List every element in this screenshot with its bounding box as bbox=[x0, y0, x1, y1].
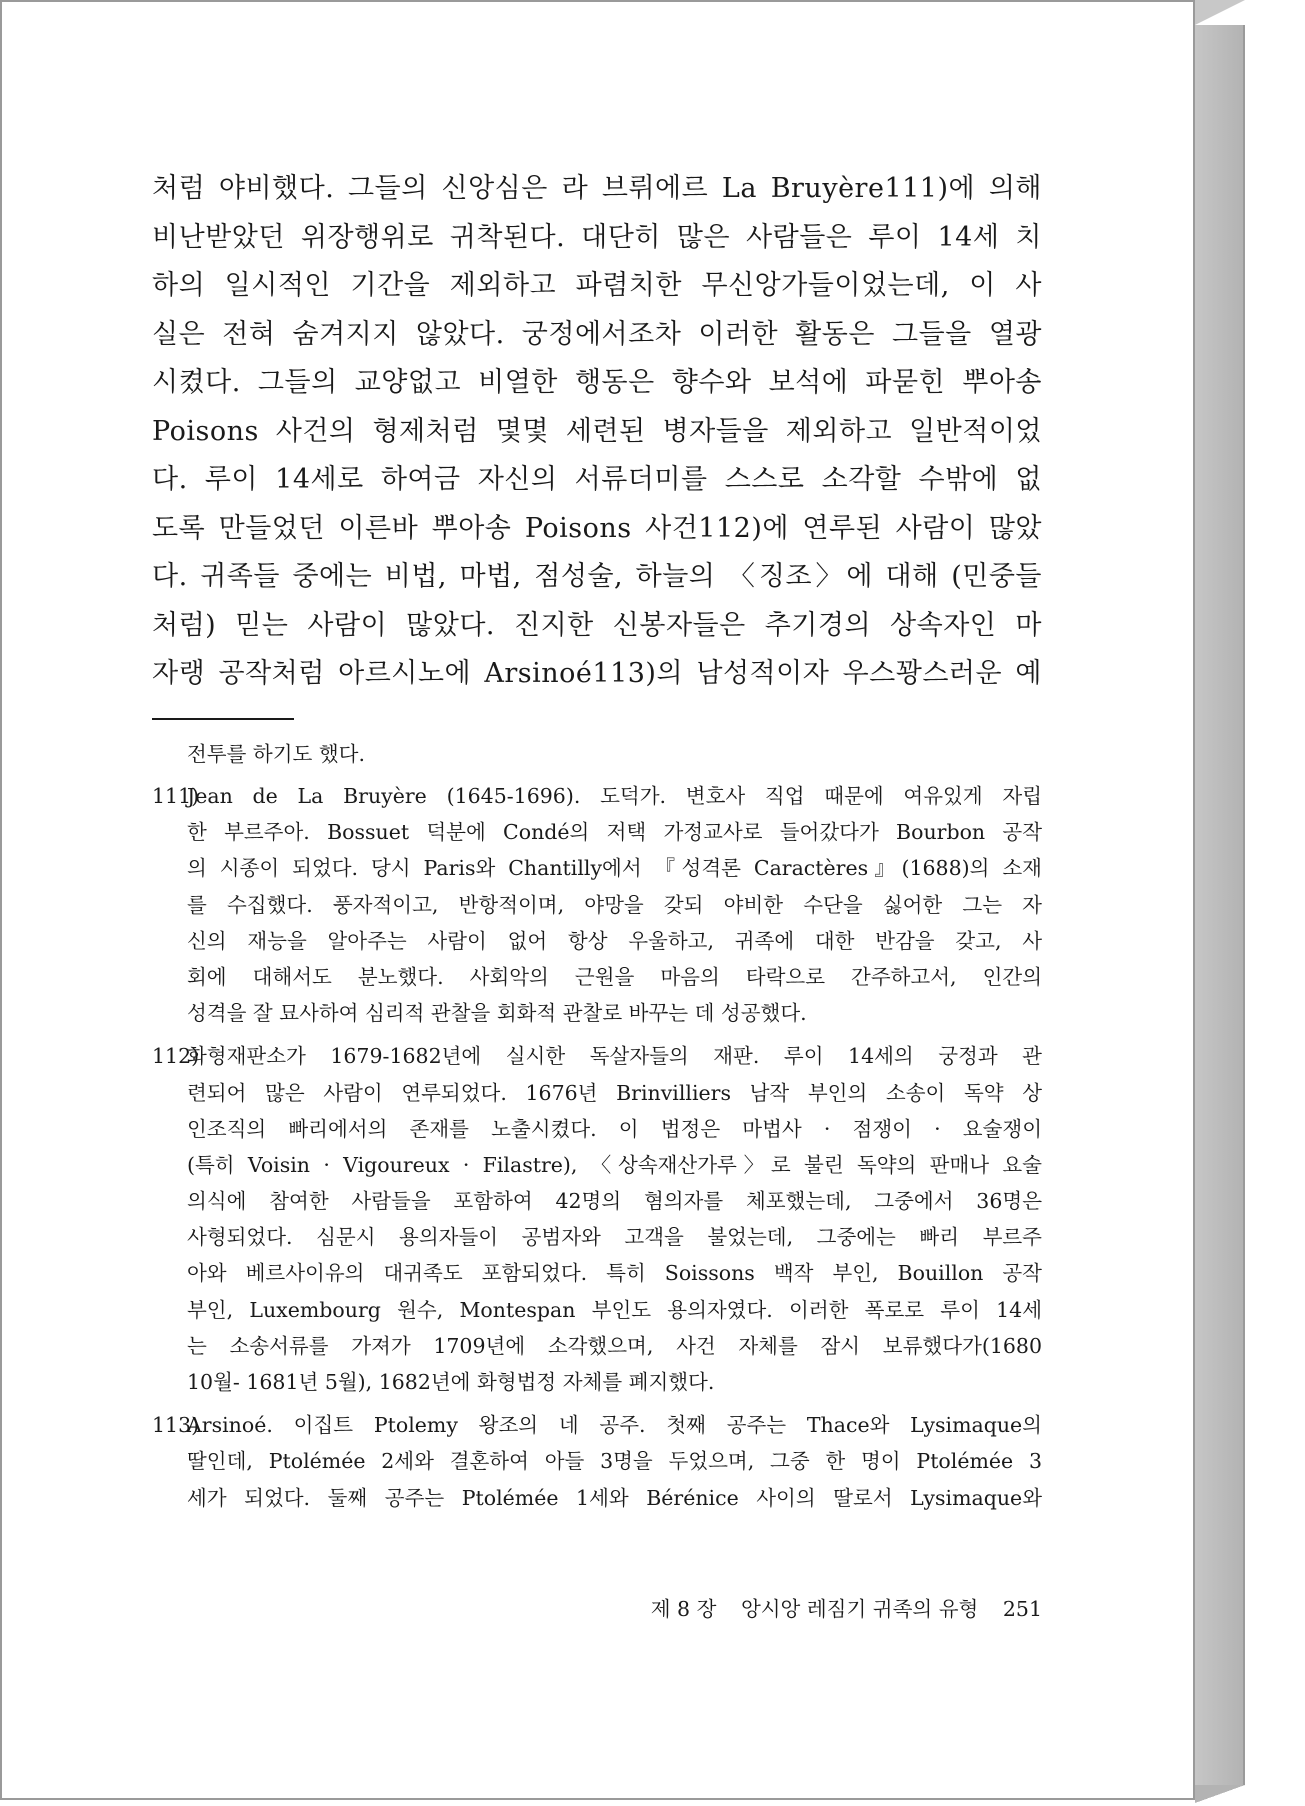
footnote-line: 의식에 참여한 사람들을 포함하여 42명의 혐의자를 체포했는데, 그중에서 36명은 bbox=[187, 1189, 1042, 1214]
footnote-line: 10월- 1681년 5월), 1682년에 화형법정 자체를 폐지했다. bbox=[187, 1370, 715, 1394]
body-line: 비난받았던 위장행위로 귀착된다. 대단히 많은 사람들은 루이 14세 치 bbox=[152, 221, 1042, 253]
footnote-line bbox=[152, 1407, 1042, 1443]
footnote-line: 딸인데, Ptolémée 2세와 결혼하여 아들 3명을 두었으며, 그중 한 명이 Ptolémée 3 bbox=[187, 1449, 1042, 1474]
book-spine bbox=[1195, 25, 1245, 1785]
footnote-line: 신의 재능을 알아주는 사람이 없어 항상 우울하고, 귀족에 대한 반감을 갖고, 사 bbox=[187, 928, 1042, 953]
body-line: 시켰다. 그들의 교양없고 비열한 행동은 향수와 보석에 파묻힌 뿌아송 bbox=[152, 367, 1042, 398]
book-spine-bottom bbox=[1195, 1785, 1245, 1803]
footnote-number: 111) bbox=[152, 784, 200, 808]
body-line: 자랭 공작처럼 아르시노에 Arsinoé113)의 남성적이자 우스꽝스러운 예 bbox=[152, 658, 1042, 689]
footnote-112 bbox=[152, 1038, 1042, 1400]
footnote-111 bbox=[152, 778, 1042, 1031]
footnote-text: Jean de La Bruyère (1645-1696). 도덕가. 변호사 직업 때문에 여유있게 자립 bbox=[187, 784, 1042, 808]
body-line: 하의 일시적인 기간을 제외하고 파렴치한 무신앙가들이었는데, 이 사 bbox=[152, 270, 1042, 301]
footnote-line bbox=[152, 778, 1042, 814]
footnote-line: 련되어 많은 사람이 연루되었다. 1676년 Brinvilliers 남작 부인의 소송이 독약 상 bbox=[187, 1080, 1042, 1105]
footnote-number: 112) bbox=[152, 1044, 200, 1069]
page-number: 251 bbox=[1002, 1597, 1042, 1621]
footnote-line: (특히 Voisin · Vigoureux · Filastre), 〈상속재산가루〉로 불린 독약의 판매나 요술 bbox=[187, 1152, 1042, 1177]
footnote-line: 사형되었다. 심문시 용의자들이 공범자와 고객을 불었는데, 그중에는 빠리 부르주 bbox=[187, 1225, 1042, 1250]
footnote-divider bbox=[152, 718, 294, 720]
body-line: 다. 귀족들 중에는 비법, 마법, 점성술, 하늘의 〈징조〉에 대해 (민중들 bbox=[152, 561, 1042, 592]
main-body-text bbox=[152, 165, 1042, 699]
footnote-number: 113) bbox=[152, 1413, 200, 1438]
footnotes-section bbox=[152, 736, 1042, 1523]
body-line: 처럼) 믿는 사람이 많았다. 진지한 신봉자들은 추기경의 상속자인 마 bbox=[152, 609, 1042, 641]
running-footer bbox=[600, 1592, 1042, 1622]
footnote-continuation: 전투를 하기도 했다. bbox=[187, 742, 365, 766]
book-spine-top bbox=[1195, 0, 1245, 25]
footnote-line: 한 부르주아. Bossuet 덕분에 Condé의 저택 가정교사로 들어갔다가 Bourbon 공작 bbox=[187, 820, 1042, 845]
chapter-label: 제 8 장 bbox=[650, 1597, 717, 1621]
footnote-line: 인조직의 빠리에서의 존재를 노출시켰다. 이 법정은 마법사 · 점쟁이 · 요술쟁이 bbox=[187, 1116, 1042, 1141]
footnote-text: 화형재판소가 1679-1682년에 실시한 독살자들의 재판. 루이 14세의 궁정과 관 bbox=[187, 1044, 1042, 1069]
footnote-line: 회에 대해서도 분노했다. 사회악의 근원을 마음의 타락으로 간주하고서, 인간의 bbox=[187, 964, 1042, 989]
footnote-line: 성격을 잘 묘사하여 심리적 관찰을 회화적 관찰로 바꾸는 데 성공했다. bbox=[187, 1001, 807, 1026]
body-line: 실은 전혀 숨겨지지 않았다. 궁정에서조차 이러한 활동은 그들을 열광 bbox=[152, 318, 1042, 350]
footnote-line: 의 시종이 되었다. 당시 Paris와 Chantilly에서 『성격론 Caractères』(1688)의 소재 bbox=[187, 856, 1042, 881]
body-line: Poisons 사건의 형제처럼 몇몇 세련된 병자들을 제외하고 일반적이었 bbox=[152, 415, 1042, 447]
footnote-text: Arsinoé. 이집트 Ptolemy 왕조의 네 공주. 첫째 공주는 Thace와 Lysimaque의 bbox=[187, 1413, 1042, 1438]
footnote-line: 세가 되었다. 둘째 공주는 Ptolémée 1세와 Bérénice 사이의 딸로서 Lysimaque와 bbox=[187, 1485, 1042, 1510]
body-line: 다. 루이 14세로 하여금 자신의 서류더미를 스스로 소각할 수밖에 없 bbox=[152, 464, 1042, 495]
chapter-title: 앙시앙 레짐기 귀족의 유형 bbox=[740, 1597, 979, 1621]
footnote-line: 부인, Luxembourg 원수, Montespan 부인도 용의자였다. 이러한 폭로로 루이 14세 bbox=[187, 1297, 1042, 1322]
footnote-line: 아와 베르사이유의 대귀족도 포함되었다. 특히 Soissons 백작 부인, Bouillon 공작 bbox=[187, 1261, 1042, 1286]
footnote-line: 는 소송서류를 가져가 1709년에 소각했으며, 사건 자체를 잠시 보류했다가(1680 bbox=[187, 1333, 1042, 1358]
footnote-line: 를 수집했다. 풍자적이고, 반항적이며, 야망을 갖되 야비한 수단을 싫어한 그는 자 bbox=[187, 892, 1042, 917]
body-line: 처럼 야비했다. 그들의 신앙심은 라 브뤼에르 La Bruyère111)에 의해 bbox=[152, 173, 1042, 204]
footnote-line bbox=[152, 1038, 1042, 1074]
body-line: 도록 만들었던 이른바 뿌아송 Poisons 사건112)에 연루된 사람이 많았 bbox=[152, 512, 1042, 544]
footnote-113 bbox=[152, 1407, 1042, 1516]
